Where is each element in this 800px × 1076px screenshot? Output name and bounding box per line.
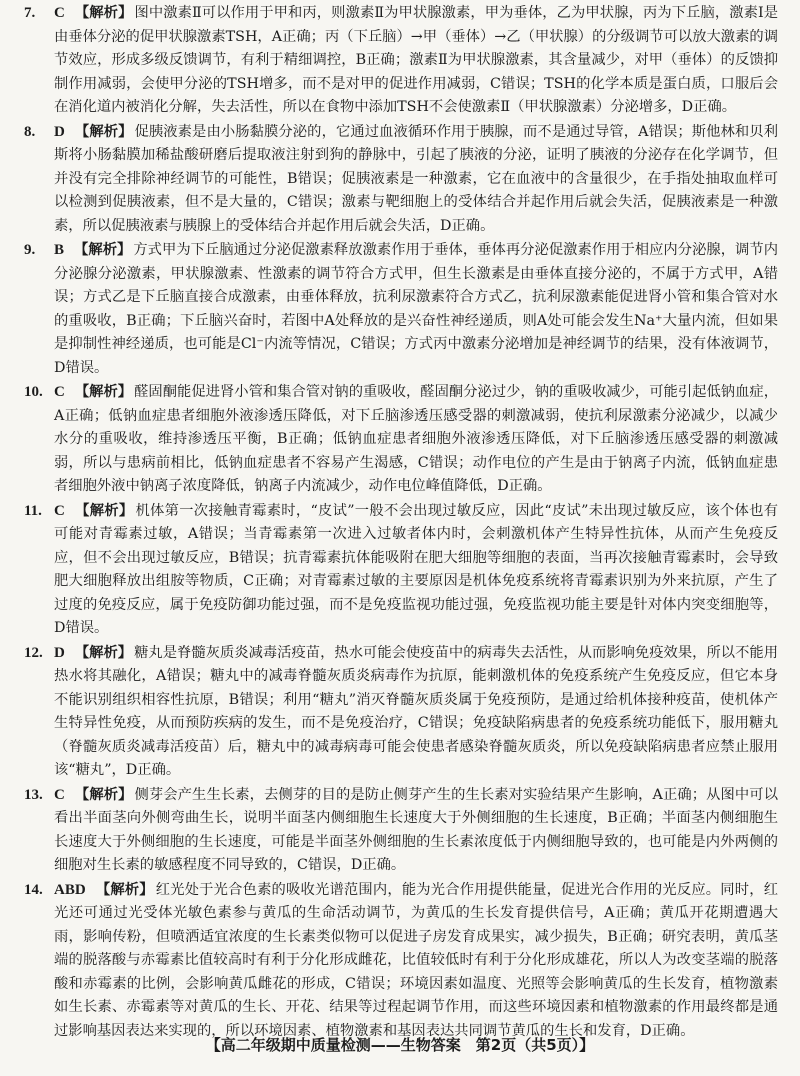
item-explanation: 方式甲为下丘脑通过分泌促激素释放激素作用于垂体，垂体再分泌促激素作用于相应内分泌腺，调节内分泌腺分泌激素，甲状腺激素、性激素的调节符合方式甲，但生长激素是由垂体直接分泌的，不属于方式甲，A错误；方式乙是下丘脑直接合成激素，由垂体释放，抗利尿激素符合方式乙，抗利尿激素能促进肾小管和集合管对水的重吸收，B正确；下丘脑兴奋时，若图中A处释放的是兴奋性神经递质，则A处可能会发生Na⁺大量内流，但如果是抑制性神经递质，也可能是Cl⁻内流等情况，C错误；方式丙中激素分泌增加是神经调节的结果，没有体液调节，D错误。 bbox=[54, 242, 779, 376]
item-body bbox=[54, 784, 778, 878]
item-body bbox=[54, 2, 778, 120]
answer-item-13 bbox=[24, 784, 778, 878]
item-answer: C bbox=[54, 5, 65, 21]
item-answer: C bbox=[54, 384, 65, 400]
analysis-tag: 【解析】 bbox=[74, 242, 132, 258]
item-number: 7. bbox=[24, 5, 36, 21]
answer-item-10 bbox=[24, 381, 778, 499]
item-number: 10. bbox=[24, 384, 43, 400]
item-explanation: 促胰液素是由小肠黏膜分泌的，它通过血液循环作用于胰腺，而不是通过导管，A错误；斯他林和贝利斯将小肠黏膜加稀盐酸研磨后提取液注射到狗的静脉中，引起了胰液的分泌，证明了胰液的分泌存在化学调节，但并没有完全排除神经调节的可能性，B错误；促胰液素是一种激素，它在血液中的含量很少，在手指处抽取血样可以检测到促胰液素，但不是大量的，C错误；激素与靶细胞上的受体结合并起作用后就会失活，促胰液素是一种激素，所以促胰液素与胰腺上的受体结合并起作用后就会失活，D正确。 bbox=[54, 123, 778, 234]
item-explanation: 醛固酮能促进肾小管和集合管对钠的重吸收，醛固酮分泌过少，钠的重吸收减少，可能引起低钠血症，A正确；低钠血症患者细胞外液渗透压降低，对下丘脑渗透压感受器的刺激减弱，使抗利尿激素分泌减少，以减少水分的重吸收，维持渗透压平衡，B正确；低钠血症患者细胞外液渗透压降低，对下丘脑渗透压感受器的刺激减弱，所以与患病前相比，低钠血症患者不容易产生渴感，C错误；动作电位的产生是由于钠离子内流，低钠血症患者细胞外液中钠离子浓度降低，钠离子内流减少，动作电位峰值降低，D正确。 bbox=[54, 384, 778, 494]
item-number: 11. bbox=[24, 502, 42, 519]
item-answer: C bbox=[54, 786, 65, 803]
analysis-tag: 【解析】 bbox=[74, 384, 133, 400]
analysis-tag: 【解析】 bbox=[74, 123, 133, 140]
page-footer: 【高二年级期中质量检测——生物答案 第2页（共5页）】 bbox=[205, 1036, 595, 1054]
item-body bbox=[54, 879, 778, 1044]
item-number: 13. bbox=[24, 786, 43, 803]
item-answer: B bbox=[54, 242, 65, 258]
item-explanation: 图中激素Ⅱ可以作用于甲和丙，则激素Ⅱ为甲状腺激素，甲为垂体，乙为甲状腺，丙为下丘脑，激素Ⅰ是由垂体分泌的促甲状腺激素TSH，A正确；丙（下丘脑）→甲（垂体）→乙（甲状腺）的分级调节可以放大激素的调节效应，形成多级反馈调节，有利于精细调控，B正确；激素Ⅱ为甲状腺激素，其含量减少，对甲（垂体）的反馈抑制作用减弱，会使甲分泌的TSH增多，而不是对甲的促进作用减弱，C错误；TSH的化学本质是蛋白质，口服后会在消化道内被消化分解，失去活性，所以在食物中添加TSH不会使激素Ⅱ（甲状腺激素）分泌增多，D正确。 bbox=[54, 5, 779, 115]
answer-item-12 bbox=[24, 642, 778, 783]
answer-item-11 bbox=[24, 500, 778, 641]
item-answer: C bbox=[54, 502, 65, 519]
item-explanation: 侧芽会产生生长素，去侧芽的目的是防止侧芽产生的生长素对实验结果产生影响，A正确；从图中可以看出半面茎向外侧弯曲生长，说明半面茎内侧细胞生长速度大于外侧细胞的生长速度，B正确；半面茎内侧细胞生长速度大于外侧细胞的生长速度，可能是半面茎外侧细胞的生长素浓度低于内侧细胞导致的，也可能是内外两侧的细胞对生长素的敏感程度不同导致的，C错误，D正确。 bbox=[54, 786, 778, 873]
item-body bbox=[54, 121, 778, 239]
item-explanation: 机体第一次接触青霉素时，“皮试”一般不会出现过敏反应，因此“皮试”未出现过敏反应，该个体也有可能对青霉素过敏，A错误；当青霉素第一次进入过敏者体内时，会刺激机体产生特异性抗体，从而产生免疫反应，但不会出现过敏反应，B错误；抗青霉素抗体能吸附在肥大细胞等细胞的表面，当再次接触青霉素时，会导致肥大细胞释放出组胺等物质，C正确；对青霉素过敏的主要原因是机体免疫系统将青霉素识别为外来抗原，产生了过度的免疫反应，属于免疫防御功能过强，而不是免疫监视功能过强，免疫监视功能主要是针对体内突变细胞等，D错误。 bbox=[54, 502, 779, 636]
analysis-tag: 【解析】 bbox=[95, 881, 154, 898]
analysis-tag: 【解析】 bbox=[74, 644, 133, 661]
analysis-tag: 【解析】 bbox=[74, 786, 133, 803]
item-body bbox=[54, 642, 778, 783]
item-answer: ABD bbox=[54, 881, 86, 898]
item-body bbox=[54, 239, 778, 380]
answer-item-8 bbox=[24, 121, 778, 239]
answer-item-9 bbox=[24, 239, 778, 380]
item-explanation: 红光处于光合色素的吸收光谱范围内，能为光合作用提供能量，促进光合作用的光反应。同时，红光还可通过光受体光敏色素参与黄瓜的生命活动调节，为黄瓜的生长发育提供信号，A正确；黄瓜开花期遭遇大雨，影响传粉，但喷洒适宜浓度的生长素类似物可以促进子房发育成果实，减少损失，B正确；研究表明，黄瓜茎端的脱落酸与赤霉素比值较高时有利于分化形成雌花，比值较低时有利于分化形成雄花，所以人为改变茎端的脱落酸和赤霉素的比例，会影响黄瓜雌花的形成，C错误；环境因素如温度、光照等会影响黄瓜的生长发育，植物激素如生长素、赤霉素等对黄瓜的生长、开花、结果等过程起调节作用，而这些环境因素和植物激素的作用最终都是通过影响基因表达来实现的，所以环境因素、植物激素和基因表达共同调节黄瓜的生长和发育，D正确。 bbox=[54, 881, 778, 1039]
item-explanation: 糖丸是脊髓灰质炎减毒活疫苗，热水可能会使疫苗中的病毒失去活性，从而影响免疫效果，所以不能用热水将其融化，A错误；糖丸中的减毒脊髓灰质炎病毒作为抗原，能刺激机体的免疫系统产生免疫反应，但它本身不能识别组织相容性抗原，B错误；利用“糖丸”消灭脊髓灰质炎属于免疫预防，是通过给机体接种疫苗，使机体产生特异性免疫，从而预防疾病的发生，而不是免疫治疗，C错误；免疫缺陷病患者的免疫系统功能低下，服用糖丸（脊髓灰质炎减毒活疫苗）后，糖丸中的减毒病毒可能会使患者感染脊髓灰质炎，所以免疫缺陷病患者应禁止服用该“糖丸”，D正确。 bbox=[54, 644, 778, 778]
item-body bbox=[54, 500, 778, 641]
item-number: 9. bbox=[24, 242, 36, 258]
answer-list bbox=[24, 2, 778, 1043]
item-number: 8. bbox=[24, 123, 36, 140]
item-number: 14. bbox=[24, 881, 43, 898]
item-body bbox=[54, 381, 778, 499]
item-answer: D bbox=[54, 644, 65, 661]
answer-item-7 bbox=[24, 2, 778, 120]
item-number: 12. bbox=[24, 644, 43, 661]
analysis-tag: 【解析】 bbox=[74, 5, 133, 21]
item-answer: D bbox=[54, 123, 65, 140]
answer-item-14 bbox=[24, 879, 778, 1044]
analysis-tag: 【解析】 bbox=[74, 502, 134, 519]
